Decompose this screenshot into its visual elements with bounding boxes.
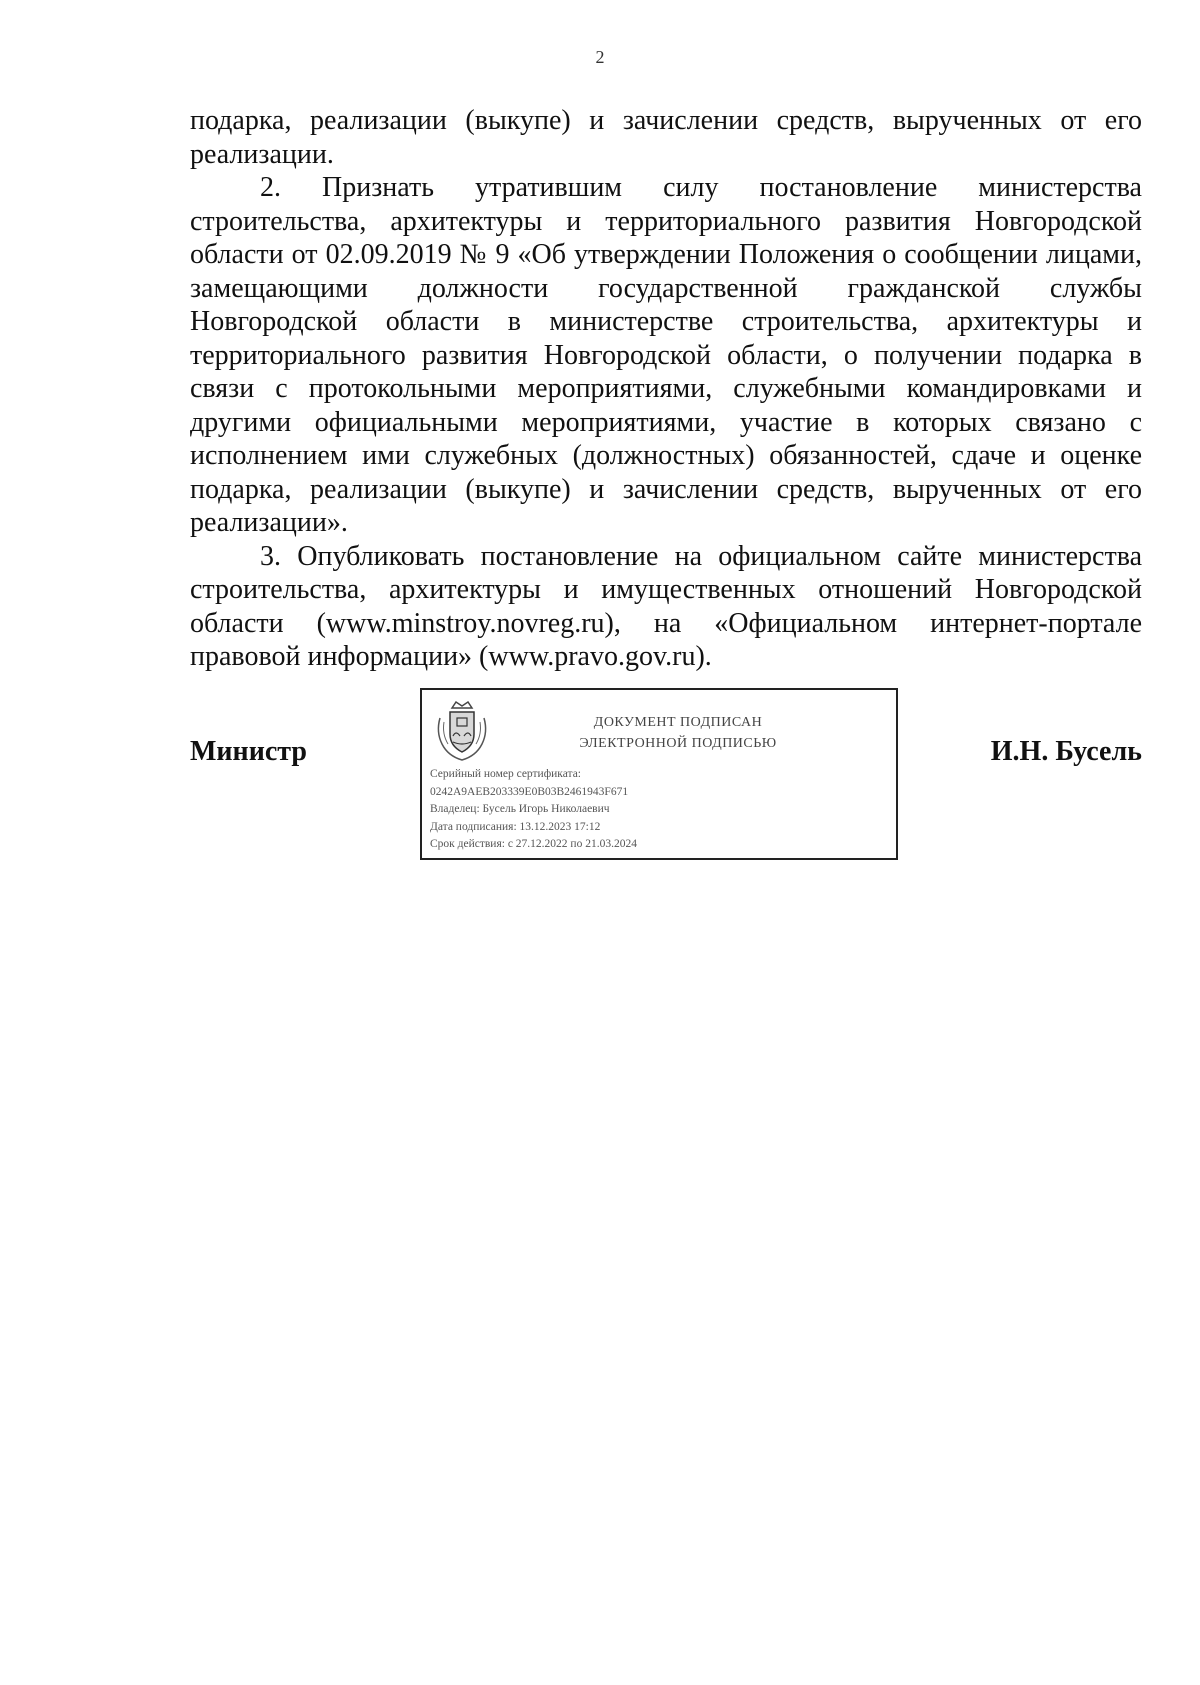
esignature-header-line2: ЭЛЕКТРОННОЙ ПОДПИСЬЮ <box>579 736 777 751</box>
electronic-signature-stamp <box>420 688 898 860</box>
esignature-header <box>498 712 858 754</box>
esignature-serial-label: Серийный номер сертификата: <box>430 768 581 780</box>
esignature-header-line1: ДОКУМЕНТ ПОДПИСАН <box>593 715 763 730</box>
esignature-serial-value: 0242A9AEB203339E0B03B2461943F671 <box>430 785 629 798</box>
esignature-signed-date: Дата подписания: 13.12.2023 17:12 <box>430 820 601 833</box>
paragraph-continuation: подарка, реализации (выкупе) и зачислении средств, вырученных от его реализации. <box>190 105 1142 170</box>
signer-name: И.Н. Бусель <box>990 736 1142 767</box>
document-body <box>190 104 1142 674</box>
esignature-validity: Срок действия: с 27.12.2022 по 21.03.2024 <box>430 838 637 850</box>
signer-title: Министр <box>190 736 307 767</box>
paragraph-item-3: 3. Опубликовать постановление на официальном сайте министерства строительства, архитектуры и имущественных отношений Новгородской области (www.minstroy.novreg.ru), на «Официальном интернет-портале правовой информации» (www.pravo.gov.ru). <box>190 540 1142 672</box>
signature-block <box>190 688 1142 863</box>
esignature-details <box>430 766 637 854</box>
coat-of-arms-icon <box>434 698 490 764</box>
paragraph-item-2: 2. Признать утратившим силу постановление министерства строительства, архитектуры и территориального развития Новгородской области от 02.09.2019 № 9 «Об утверждении Положения о сообщении лицами, замещающими должности государственной гражданской службы Новгородской области в министерстве строительства, архитектуры и территориального развития Новгородской области, о получении подарка в связи с протокольными мероприятиями, служебными командировками и другими официальными мероприятиями, участие в которых связано с исполнением ими служебных (должностных) обязанностей, сдаче и оценке подарка, реализации (выкупе) и зачислении средств, вырученных от его реализации». <box>190 172 1142 538</box>
page-number: 2 <box>595 47 605 67</box>
esignature-owner: Владелец: Бусель Игорь Николаевич <box>430 803 610 815</box>
